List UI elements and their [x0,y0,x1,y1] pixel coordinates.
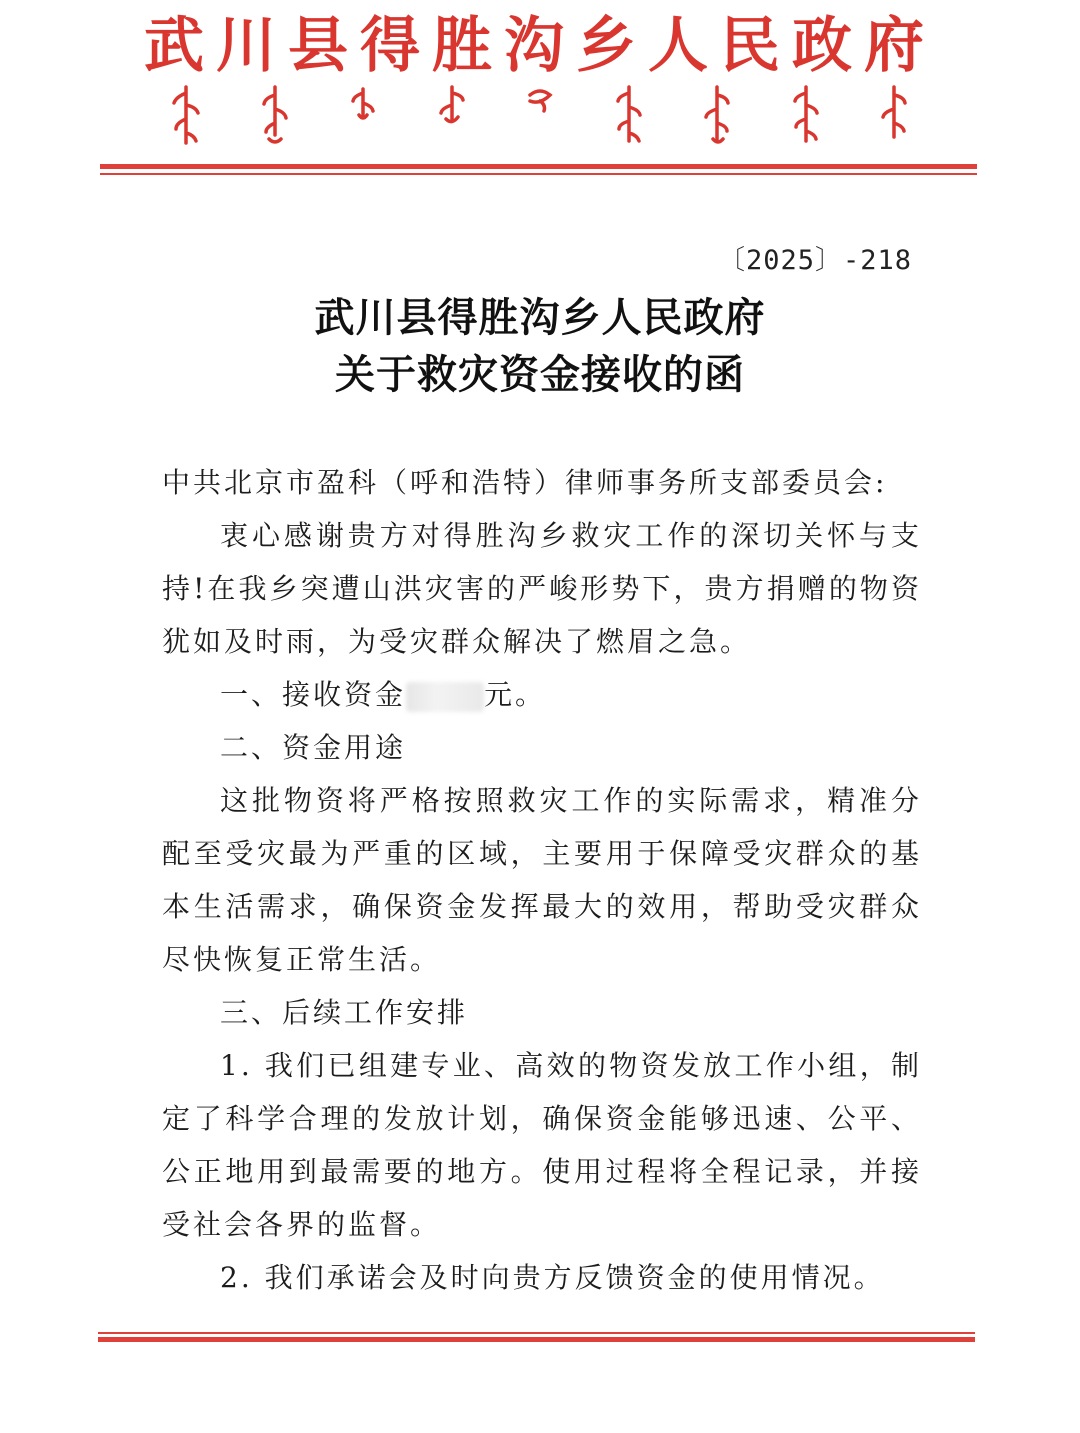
mongolian-word-1 [170,85,202,147]
section-3-item-1: 1. 我们已组建专业、高效的物资发放工作小组，制定了科学合理的发放计划，确保资金能够迅速、公平、公正地用到最需要的地方。使用过程将全程记录，并接受社会各界的监督。 [162,1049,922,1241]
mongolian-word-8 [790,85,822,147]
mongolian-script-row [170,85,910,150]
mongolian-word-5 [524,85,556,147]
document-title-line-1: 武川县得胜沟乡人民政府 [314,294,766,341]
thanks-paragraph: 衷心感谢贵方对得胜沟乡救灾工作的深切关怀与支持!在我乡突遭山洪灾害的严峻形势下，贵方捐赠的物资犹如及时雨，为受灾群众解决了燃眉之急。 [162,519,922,658]
section-2-heading: 二、资金用途 [220,731,407,764]
mongolian-word-2 [259,85,291,147]
section-1 [162,668,922,721]
top-rule-thick [100,164,977,169]
section-1-prefix: 一、接收资金 [220,678,407,711]
mongolian-word-9 [878,85,910,147]
bottom-rule-thin [98,1332,975,1334]
mongolian-word-6 [613,85,645,147]
redacted-amount [406,682,484,712]
section-3-item-2: 2. 我们承诺会及时向贵方反馈资金的使用情况。 [220,1261,885,1294]
letterhead-title: 武川县得胜沟乡人民政府 [144,11,936,81]
mongolian-word-4 [436,85,468,147]
section-2-body: 这批物资将严格按照救灾工作的实际需求，精准分配至受灾最为严重的区域，主要用于保障受灾群众的基本生活需求，确保资金发挥最大的效用，帮助受灾群众尽快恢复正常生活。 [162,784,922,976]
bottom-rule-thick [98,1337,975,1342]
document-number: 〔2025〕-218 [717,245,912,276]
mongolian-word-3 [347,85,379,147]
document-body [162,456,922,1304]
document-title-line-2: 关于救灾资金接收的函 [335,351,745,398]
section-3-heading: 三、后续工作安排 [220,996,469,1029]
top-rule-thin [100,173,977,175]
section-1-suffix: 元。 [484,678,547,711]
salutation: 中共北京市盈科（呼和浩特）律师事务所支部委员会: [162,466,888,499]
mongolian-word-7 [701,85,733,147]
